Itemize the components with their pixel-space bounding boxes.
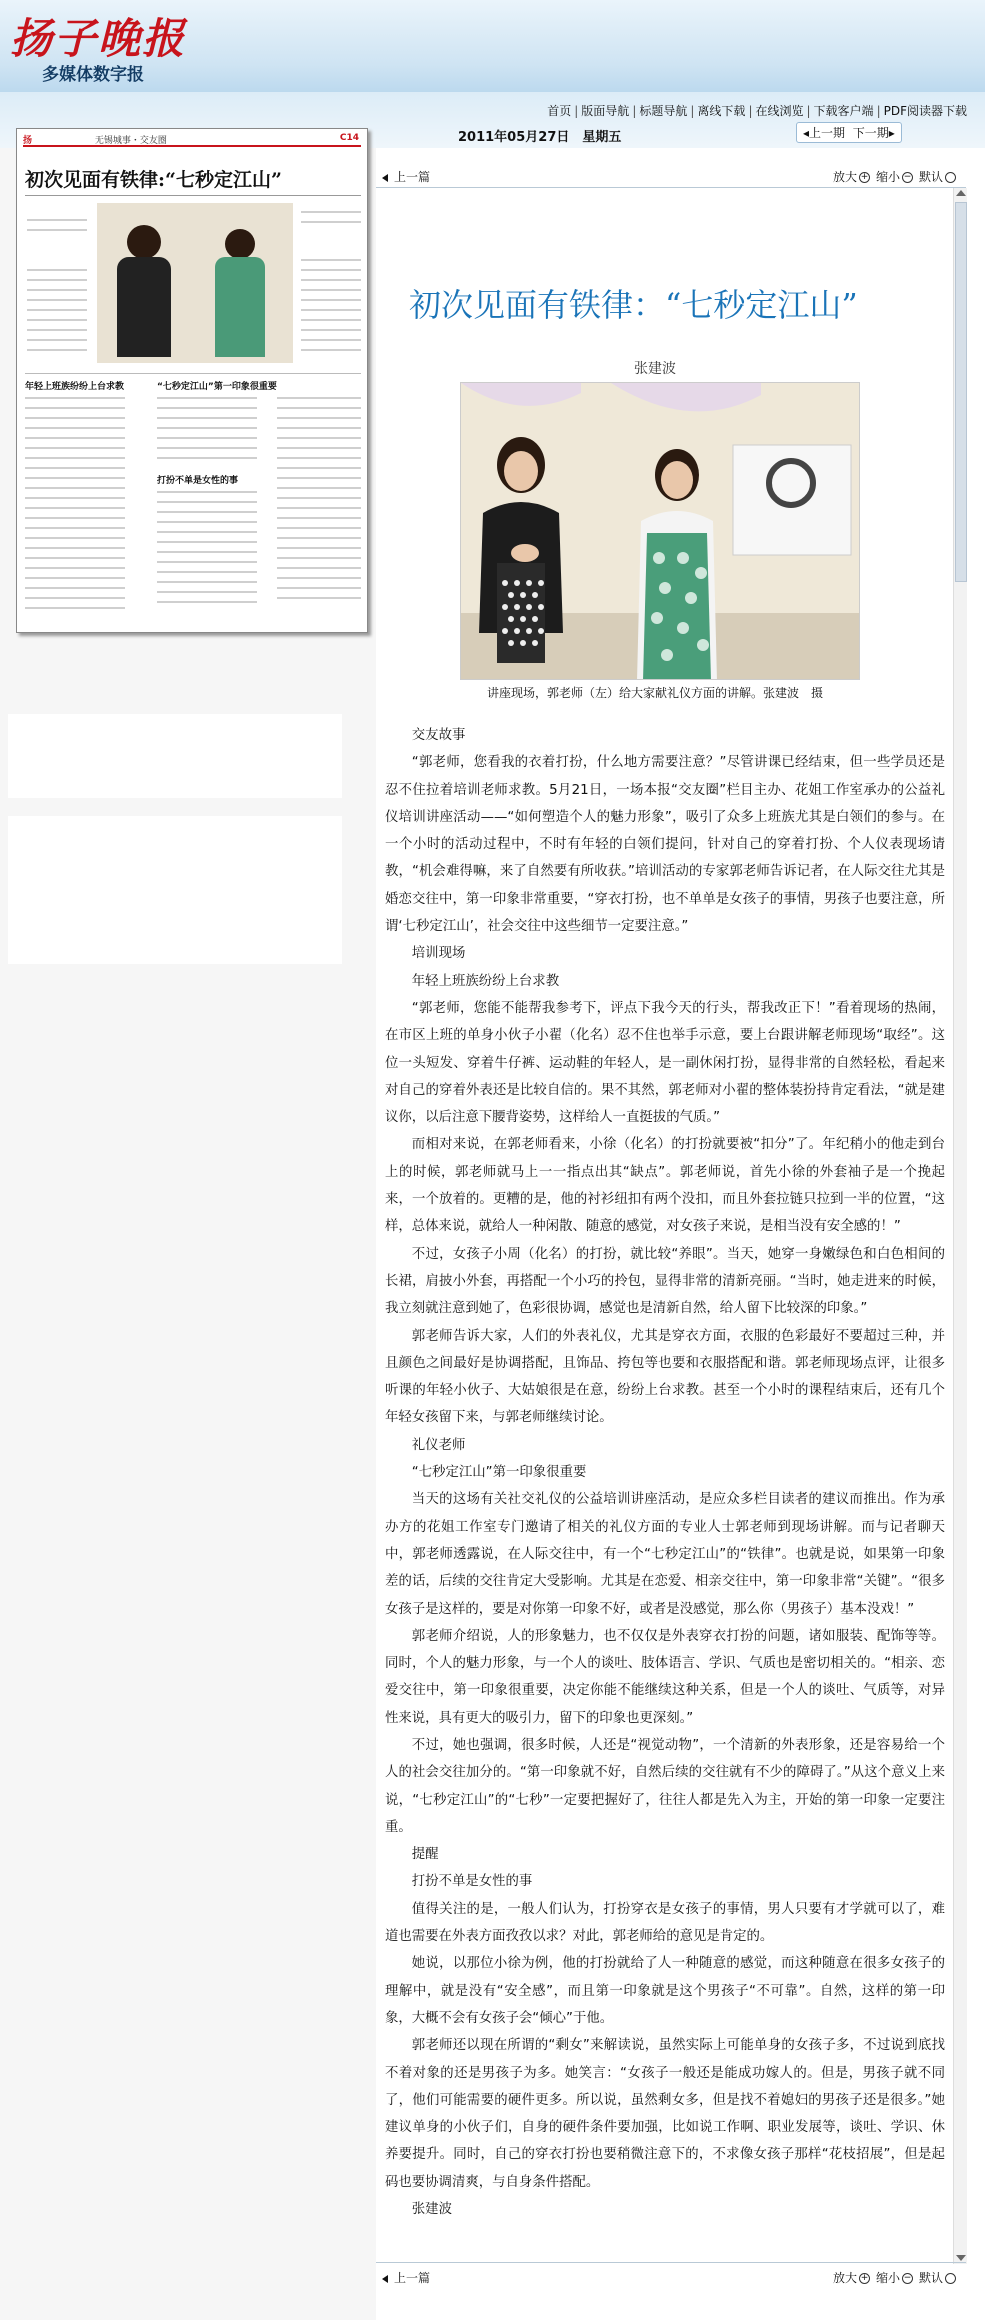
nav-title-navigation[interactable]: 标题导航 [639, 104, 688, 118]
thumb-photo [97, 203, 293, 363]
thumb-section-bar [23, 133, 361, 147]
top-nav-links: 首页 | 版面导航 | 标题导航 | 离线下载 | 在线浏览 | 下载客户端 | PDF阅读器下载 [547, 104, 967, 118]
zoom-default-radio[interactable] [945, 172, 956, 183]
article-toolbar-bottom [376, 2262, 966, 2288]
nav-offline-download[interactable]: 离线下载 [697, 104, 746, 118]
article-paragraph: 值得关注的是，一般人们认为，打扮穿衣是女孩子的事情，男人只要有才学就可以了，难道也需要在外表方面孜孜以求？对此，郭老师给的意见是肯定的。 [385, 1901, 945, 1945]
site-subtitle: 多媒体数字报 [42, 65, 144, 85]
section-heading: 交友故事 [411, 728, 466, 743]
thumb-title: 初次见面有铁律:“七秒定江山” [25, 169, 282, 191]
nav-online-browse[interactable]: 在线浏览 [755, 104, 804, 118]
site-header [0, 0, 985, 92]
zoom-out-icon[interactable]: − [903, 2273, 912, 2283]
next-issue-icon: ▸ [888, 126, 895, 140]
prev-article-link[interactable] [382, 168, 430, 185]
article-paragraph: 而相对来说，在郭老师看来，小徐（化名）的打扮就要被“扣分”了。年纪稍小的他走到台上的时候，郭老师就马上一一指点出其“缺点”。郭老师说，首先小徐的外套袖子是一个挽起来，一个放着的。更糟的是，他的衬衫纽扣有两个没扣，而且外套拉链只拉到一半的位置，“这样，总体来说，就给人一种闲散、随意的感觉，对女孩子来说，是相当没有安全感的！” [385, 1137, 945, 1235]
article-title: 初次见面有铁律：“七秒定江山” [409, 286, 858, 324]
next-issue-link[interactable]: 下一期 [852, 126, 889, 140]
article-paragraph: 郭老师还以现在所谓的“剩女”来解读说，虽然实际上可能单身的女孩子多，不过说到底找不着对象的还是男孩子为多。她笑言：“女孩子一般还是能成功嫁人的。但是，男孩子就不同了，他们可能需要的硬件更多。所以说，虽然剩女多，但是找不着媳妇的男孩子还是很多。”她建议单身的小伙子们，自身的硬件条件要加强，比如说工作啊、职业发展等，谈吐、学识、休养要提升。同时，自己的穿衣打扮也要稍微注意下的，不求像女孩子那样“花枝招展”，但是起码也要协调清爽，与自身条件搭配。 [385, 2038, 945, 2190]
article-paragraph: 郭老师告诉大家，人们的外表礼仪，尤其是穿衣方面，衣服的色彩最好不要超过三种，并且颜色之间最好是协调搭配，且饰品、挎包等也要和衣服搭配和谐。郭老师现场点评，让很多听课的年轻小伙子、大姑娘很是在意，纷纷上台求教。甚至一个小时的课程结束后，还有几个年轻女孩留下来，与郭老师继续讨论。 [385, 1328, 945, 1426]
blank-block [8, 816, 342, 964]
zoom-in-icon[interactable]: + [860, 172, 869, 182]
article-photo [460, 382, 860, 680]
scrollbar-thumb[interactable] [955, 202, 967, 582]
left-arrow-icon [382, 174, 388, 182]
nav-page-navigation[interactable]: 版面导航 [581, 104, 630, 118]
thumb-column-1: 年轻上班族纷纷上台求教 [25, 382, 125, 392]
zoom-default-label: 默认 [918, 170, 943, 184]
blank-block [8, 714, 342, 798]
article-author: 张建波 [634, 361, 676, 377]
scroll-up-icon[interactable] [956, 190, 966, 196]
article-paragraph: 不过，她也强调，很多时候，人还是“视觉动物”，一个清新的外表形象，还是容易给一个人的社会交往加分的。“第一印象就不好，自然后续的交往就有不少的障碍了。”从这个意义上来说，“七秒定江山”的“七秒”一定要把握好了，往往人都是先入为主，开始的第一印象一定要注重。 [385, 1737, 945, 1835]
nav-client-download[interactable]: 下载客户端 [813, 104, 874, 118]
prev-article-link-bottom[interactable] [382, 2269, 430, 2286]
thumb-logo-mark: 扬 [23, 136, 33, 146]
article-paragraph: 郭老师介绍说，人的形象魅力，也不仅仅是外表穿衣打扮的问题，诸如服装、配饰等等。同时，个人的魅力形象，与一个人的谈吐、肢体语言、学识、气质也是密切相关的。“相亲、恋爱交往中，第一印象很重要，决定你能不能继续这种关系，但是一个人的谈吐、气质等，对异性来说，具有更大的吸引力，留下的印象也更深刻。” [385, 1628, 945, 1726]
section-heading: “七秒定江山”第一印象很重要 [411, 1465, 587, 1481]
article-signature: 张建波 [411, 2202, 452, 2218]
zoom-in-label: 放大 [832, 170, 857, 184]
article-paragraph: 不过，女孩子小周（化名）的打扮，就比较“养眼”。当天，她穿一身嫩绿色和白色相间的长裙，肩披小外套，再搭配一个小巧的拎包，显得非常的清新亮丽。“当时，她走进来的时候，我立刻就注意到她了，色彩很协调，感觉也是清新自然，给人留下比较深的印象。” [385, 1246, 945, 1317]
prev-article-label: 上一篇 [394, 170, 431, 184]
article-body [385, 722, 945, 2223]
thumb-column-3: 打扮不单是女性的事 [157, 476, 239, 486]
left-arrow-icon [382, 2275, 388, 2283]
zoom-out-icon[interactable]: − [903, 172, 912, 182]
zoom-default-radio[interactable] [945, 2273, 956, 2284]
zoom-controls [833, 168, 962, 185]
zoom-out-label: 缩小 [875, 170, 900, 184]
section-heading: 提醒 [411, 1847, 439, 1863]
prev-issue-icon: ◂ [803, 126, 810, 140]
thumb-page-number: C14 [339, 133, 359, 143]
section-heading: 培训现场 [411, 946, 466, 962]
section-heading: 礼仪老师 [411, 1437, 466, 1453]
site-logo[interactable]: 扬子晚报 [10, 14, 187, 63]
thumb-column-2: “七秒定江山”第一印象很重要 [157, 382, 277, 392]
article-paragraph: “郭老师，您看我的衣着打扮，什么地方需要注意？”尽管讲课已经结束，但一些学员还是忍不住拉着培训老师求教。5月21日，一场本报“交友圈”栏目主办、花姐工作室承办的公益礼仪培训讲座活动——“如何塑造个人的魅力形象”，吸引了众多上班族尤其是白领们的参与。在一个小时的活动过程中，不时有年轻的白领们提问，针对自己的穿着打扮、个人仪表现场请教，“机会难得嘛，来了自然要有所收获。”培训活动的专家郭老师告诉记者，在人际交往尤其是婚恋交往中，第一印象非常重要，“穿衣打扮，也不单单是女孩子的事情，男孩子也要注意，所谓‘七秒定江山’，社会交往中这些细节一定要注意。” [385, 755, 945, 935]
article-paragraph: 她说，以那位小徐为例，他的打扮就给了人一种随意的感觉，而这种随意在很多女孩子的理解中，就是没有“安全感”，而且第一印象就是这个男孩子“不可靠”。自然，这样的第一印象，大概不会有女孩子会“倾心”于他。 [385, 1956, 945, 2026]
thumb-section: 无锡城事・交友圈 [94, 136, 167, 146]
zoom-out-label: 缩小 [875, 2271, 900, 2285]
photo-caption: 讲座现场，郭老师（左）给大家献礼仪方面的讲解。张建波 摄 [486, 686, 823, 700]
zoom-controls-bottom [833, 2269, 962, 2286]
prev-issue-link[interactable]: 上一期 [809, 126, 846, 140]
page-thumbnail[interactable] [16, 128, 368, 633]
prev-article-label: 上一篇 [394, 2271, 431, 2285]
issue-navigation [796, 122, 902, 143]
article-paragraph: “郭老师，您能不能帮我参考下，评点下我今天的行头，帮我改正下！”看着现场的热闹，在市区上班的单身小伙子小翟（化名）忍不住也举手示意，要上台跟讲解老师现场“取经”。这位一头短发、穿着牛仔裤、运动鞋的年轻人，是一副休闲打扮，显得非常的自然轻松，看起来对自己的穿着外表还是比较自信的。果不其然，郭老师对小翟的整体装扮持肯定看法，“就是建议你，以后注意下腰背姿势，这样给人一直挺拔的气质。” [385, 1000, 945, 1126]
article-paragraph: 当天的这场有关社交礼仪的公益培训讲座活动，是应众多栏目读者的建议而推出。作为承办方的花姐工作室专门邀请了相关的礼仪方面的专业人士郭老师到现场讲解。而与记者聊天中，郭老师透露说，在人际交往中，有一个“七秒定江山”的“铁律”。也就是说，如果第一印象差的话，后续的交往肯定大受影响。尤其是在恋爱、相亲交往中，第一印象非常“关键”。“很多女孩子是这样的，要是对你第一印象不好，或者是没感觉，那么你（男孩子）基本没戏！” [385, 1492, 945, 1617]
section-heading: 年轻上班族纷纷上台求教 [411, 973, 560, 989]
zoom-in-icon[interactable]: + [860, 2273, 869, 2283]
nav-pdf-reader[interactable]: PDF阅读器下载 [883, 104, 967, 118]
issue-date: 2011年05月27日 星期五 [458, 130, 622, 145]
zoom-default-label: 默认 [918, 2271, 943, 2285]
scroll-down-icon[interactable] [956, 2255, 966, 2261]
article-toolbar-top [376, 162, 966, 188]
nav-home[interactable]: 首页 [547, 104, 572, 118]
lecture-photo-illustration [461, 383, 860, 680]
section-heading: 打扮不单是女性的事 [411, 1874, 533, 1890]
article-scrollbar[interactable] [953, 188, 967, 2264]
zoom-in-label: 放大 [832, 2271, 857, 2285]
